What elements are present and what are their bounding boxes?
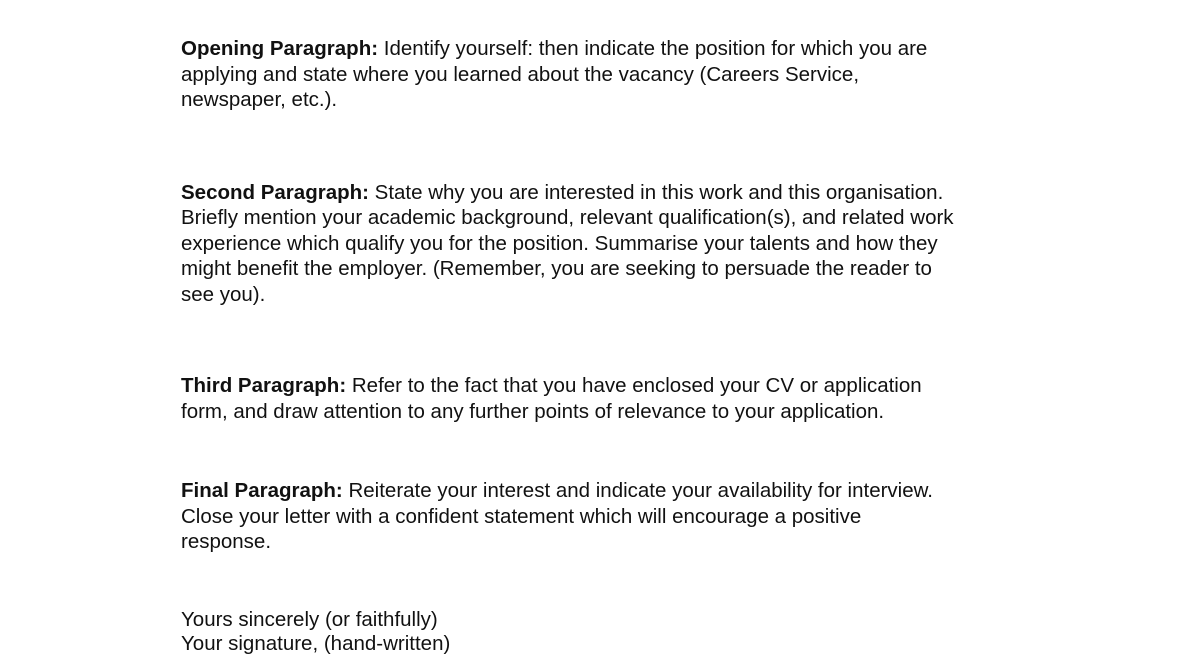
third-paragraph-body: Refer to the fact that you have enclosed your CV or application form, and draw attention to any further points of relevance to your application. <box>181 374 922 423</box>
third-paragraph <box>181 373 1061 424</box>
opening-paragraph <box>181 36 1061 113</box>
letter-guide-content <box>181 36 1061 656</box>
final-paragraph-body: Reiterate your interest and indicate your availability for interview. Close your letter with a confident statement which will encourage a positive response. <box>181 479 934 553</box>
second-paragraph-heading: Second Paragraph: <box>181 180 369 204</box>
final-paragraph-heading: Final Paragraph: <box>181 479 343 502</box>
second-paragraph <box>181 180 1061 308</box>
final-paragraph <box>181 478 1061 555</box>
opening-paragraph-body: Identify yourself: then indicate the position for which you are applying and state where you learned about the vacancy (Careers Service, newspaper, etc.). <box>181 37 928 111</box>
closing-signature: Your signature, (hand-written) <box>181 631 451 655</box>
opening-paragraph-heading: Opening Paragraph: <box>181 37 379 60</box>
closing-salutation: Yours sincerely (or faithfully) <box>181 607 438 631</box>
second-paragraph-body: State why you are interested in this work and this organisation. Briefly mention your academic background, relevant qualification(s), and related work experience which qualify you for the position. Summarise your talents and how they might benefit the employer. (Remember, you are seeking to persuade the reader to see you). <box>181 180 954 306</box>
third-paragraph-heading: Third Paragraph: <box>181 374 347 397</box>
